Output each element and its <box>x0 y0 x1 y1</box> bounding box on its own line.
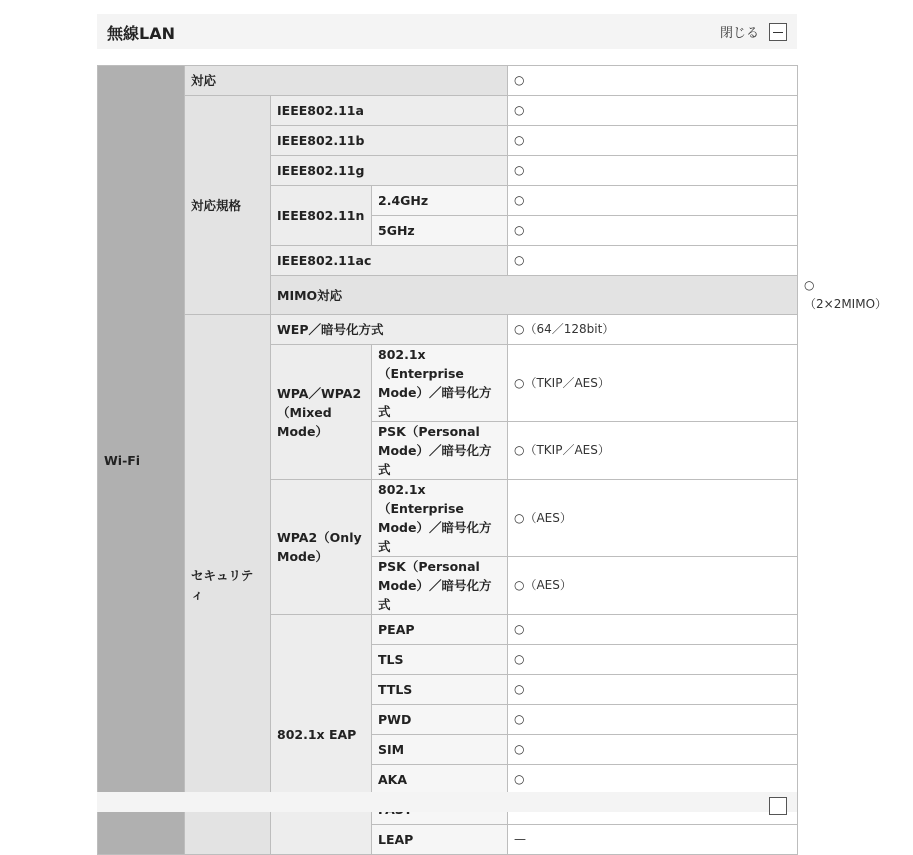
support-label: 対応 <box>185 66 508 96</box>
wpa-mixed-label: WPA／WPA2（Mixed Mode） <box>271 345 372 480</box>
wep-label: WEP／暗号化方式 <box>271 315 508 345</box>
table-row <box>98 66 798 96</box>
wpa2-only-enterprise-value: ○（AES） <box>508 480 798 557</box>
eap-sim-value: ○ <box>508 735 798 765</box>
eap-ttls-label: TTLS <box>372 675 508 705</box>
eap-tls-value: ○ <box>508 645 798 675</box>
eap-pwd-value: ○ <box>508 705 798 735</box>
security-label: セキュリティ <box>185 315 271 855</box>
next-section-header <box>97 792 797 812</box>
eap-sim-label: SIM <box>372 735 508 765</box>
std-ac-value: ○ <box>508 246 798 276</box>
std-n-24ghz-label: 2.4GHz <box>372 186 508 216</box>
std-a-value: ○ <box>508 96 798 126</box>
wpa2-only-psk-label: PSK（Personal Mode）／暗号化方式 <box>372 557 508 615</box>
eap-tls-label: TLS <box>372 645 508 675</box>
eap-peap-value: ○ <box>508 615 798 645</box>
eap-leap-label: LEAP <box>372 825 508 855</box>
eap-aka-label: AKA <box>372 765 508 795</box>
std-b-value: ○ <box>508 126 798 156</box>
table-row <box>98 315 798 345</box>
table-row: MIMO対応 ○（2×2MIMO） <box>98 276 798 315</box>
mimo-label: MIMO対応 <box>271 276 798 315</box>
std-ac-label: IEEE802.11ac <box>271 246 508 276</box>
std-n-5ghz-label: 5GHz <box>372 216 508 246</box>
wpa-mixed-psk-value: ○（TKIP／AES） <box>508 422 798 480</box>
eap-leap-value: — <box>508 825 798 855</box>
wpa-mixed-enterprise-label: 802.1x（Enterprise Mode）／暗号化方式 <box>372 345 508 422</box>
wifi-spec-table <box>97 65 888 855</box>
eap-aka-value: ○ <box>508 765 798 795</box>
std-g-value: ○ <box>508 156 798 186</box>
close-button[interactable] <box>720 21 787 42</box>
std-a-label: IEEE802.11a <box>271 96 508 126</box>
close-label: 閉じる <box>719 26 759 41</box>
std-n-label: IEEE802.11n <box>271 186 372 246</box>
standards-label: 対応規格 <box>185 96 271 315</box>
eap-pwd-label: PWD <box>372 705 508 735</box>
eap-label: 802.1x EAP <box>271 615 372 855</box>
wpa-mixed-enterprise-value: ○（TKIP／AES） <box>508 345 798 422</box>
section-header-wireless-lan <box>97 14 797 49</box>
wpa2-only-label: WPA2（Only Mode） <box>271 480 372 615</box>
std-b-label: IEEE802.11b <box>271 126 508 156</box>
wpa-mixed-psk-label: PSK（Personal Mode）／暗号化方式 <box>372 422 508 480</box>
wpa2-only-enterprise-label: 802.1x（Enterprise Mode）／暗号化方式 <box>372 480 508 557</box>
support-value: ○ <box>508 66 798 96</box>
section-title: 無線LAN <box>107 24 175 43</box>
wpa2-only-psk-value: ○（AES） <box>508 557 798 615</box>
std-g-label: IEEE802.11g <box>271 156 508 186</box>
minus-icon[interactable] <box>769 23 787 41</box>
std-n-24ghz-value: ○ <box>508 186 798 216</box>
wifi-label: Wi-Fi <box>98 66 185 855</box>
table-row <box>98 96 798 126</box>
wep-value: ○（64／128bit） <box>508 315 798 345</box>
eap-peap-label: PEAP <box>372 615 508 645</box>
eap-ttls-value: ○ <box>508 675 798 705</box>
std-n-5ghz-value: ○ <box>508 216 798 246</box>
